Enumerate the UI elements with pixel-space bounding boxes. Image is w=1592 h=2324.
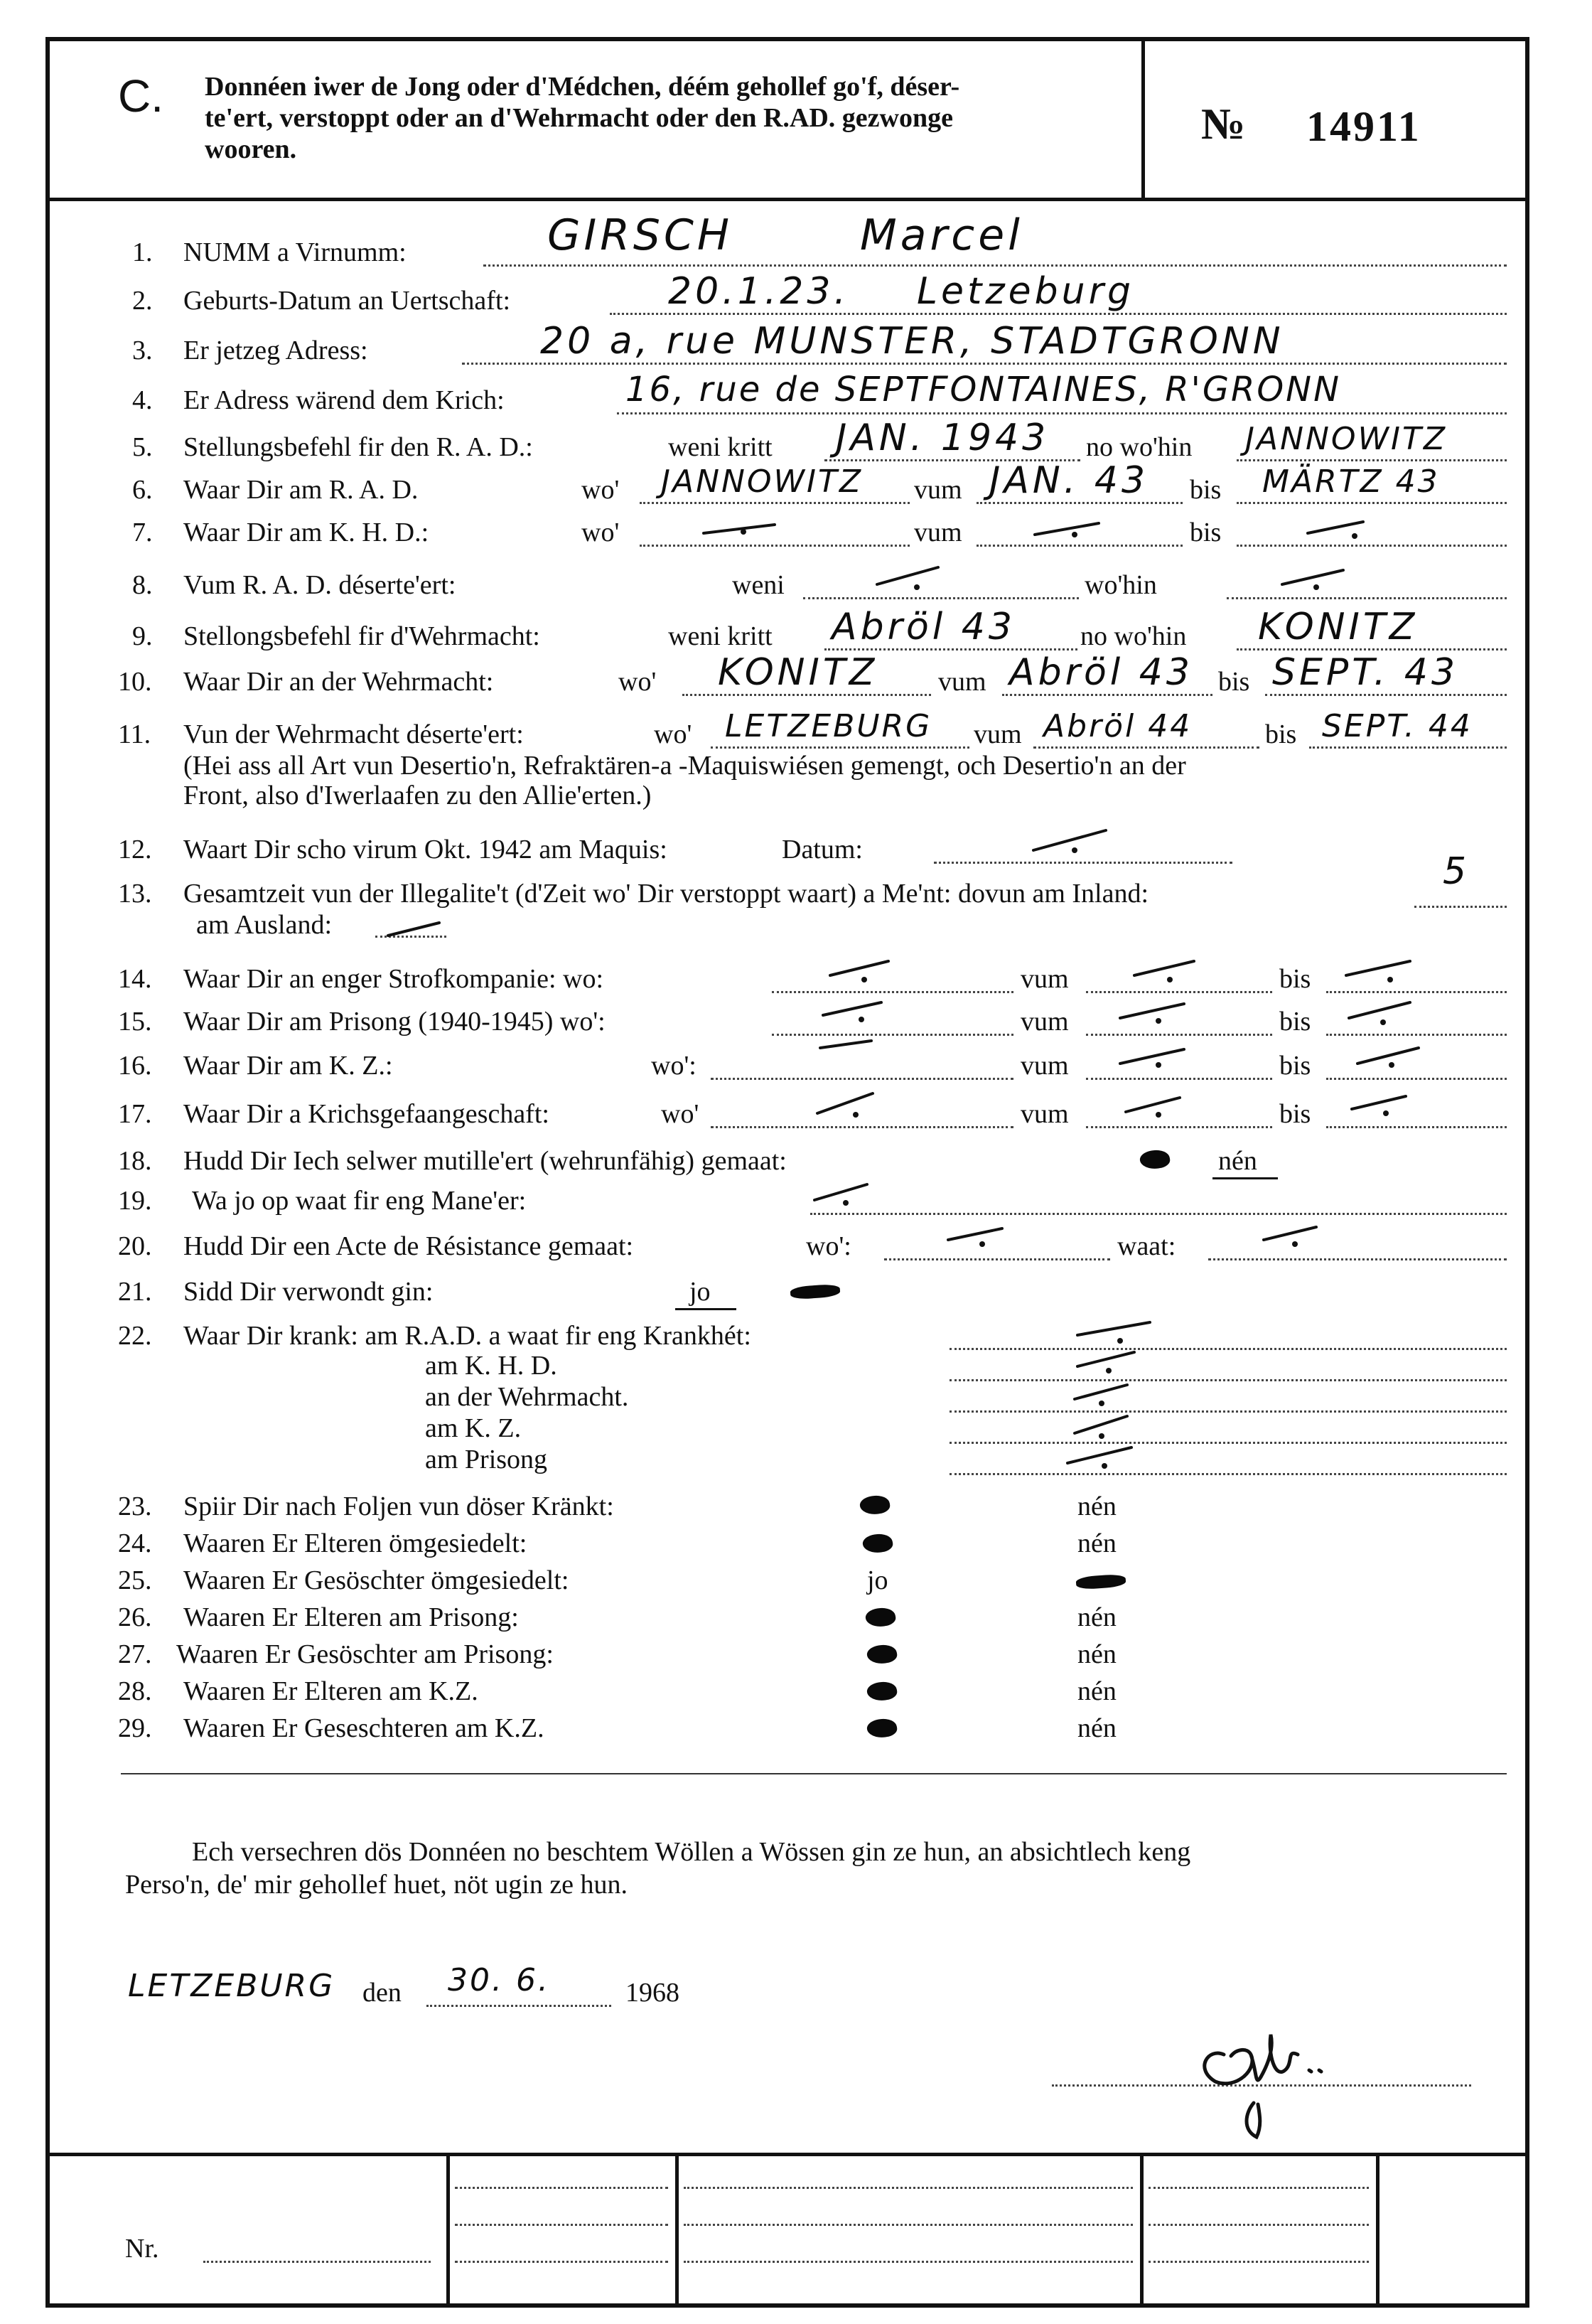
item-label-rad-order: Stellungsbefehl fir den R. A. D.: bbox=[183, 432, 533, 462]
item-label-kz: Waar Dir am K. Z.: bbox=[183, 1051, 393, 1081]
label-wo: wo': bbox=[806, 1231, 851, 1261]
tick-dash bbox=[388, 923, 439, 936]
item-label-wehrmacht-order: Stellongsbefehl fir d'Wehrmacht: bbox=[183, 621, 540, 651]
tick-dash bbox=[877, 567, 938, 584]
label-vum: vum bbox=[974, 719, 1022, 749]
item-label-birth: Geburts-Datum an Uertschaft: bbox=[183, 286, 511, 316]
item-number: 9. bbox=[132, 621, 153, 651]
label-wo: wo' bbox=[581, 475, 620, 505]
sub-kz: am K. Z. bbox=[425, 1413, 522, 1443]
hw-current-address: 20 a, rue MUNSTER, STADTGRONN bbox=[540, 320, 1284, 363]
label-den: den bbox=[362, 1978, 402, 2008]
hw-wehrmacht-order-date: Abröl 43 bbox=[832, 606, 1016, 648]
hw-rad-to: MÄRTZ 43 bbox=[1262, 464, 1440, 500]
item-label-sick: Waar Dir krank: am R.A.D. a waat fir eng Krankhét: bbox=[183, 1321, 751, 1351]
item-number: 1. bbox=[132, 237, 153, 267]
item-label-rad: Waar Dir am R. A. D. bbox=[183, 475, 419, 505]
answer-nen: nén bbox=[1077, 1676, 1117, 1706]
item-note-line-2: Front, also d'Iwerlaafen zu den Allie'erten.) bbox=[183, 781, 652, 810]
item-label-address: Er jetzeg Adress: bbox=[183, 336, 368, 365]
item-number: 22. bbox=[118, 1321, 152, 1351]
tick-dash bbox=[1035, 523, 1099, 535]
hw-desert-place: LETZEBURG bbox=[725, 708, 932, 744]
hw-desert-from: Abröl 44 bbox=[1043, 708, 1193, 744]
declaration-line-1: Ech versechren dös Donnéen no beschtem Wöllen a Wössen gin ze hun, an absichtlech keng bbox=[192, 1837, 1191, 1867]
hw-rad-place: JANNOWITZ bbox=[661, 464, 864, 500]
hw-rad-from: JAN. 43 bbox=[989, 459, 1149, 502]
item-label-krichsgefaangeschaft: Waar Dir a Krichsgefaangeschaft: bbox=[183, 1099, 549, 1129]
item-label-wounded: Sidd Dir verwondt gin: bbox=[183, 1277, 434, 1307]
tick-dash bbox=[1349, 1002, 1410, 1018]
item-number: 20. bbox=[118, 1231, 152, 1261]
label-weni-kritt: weni kritt bbox=[668, 432, 773, 462]
header-line-2: te'ert, verstoppt oder an d'Wehrmacht oder den R.AD. gezwonge bbox=[205, 103, 953, 133]
item-label-parents-resettled: Waaren Er Elteren ömgesiedelt: bbox=[183, 1528, 527, 1558]
tick-dash bbox=[1077, 1352, 1134, 1366]
item-number: 6. bbox=[132, 475, 153, 505]
label-bis: bis bbox=[1279, 1051, 1311, 1081]
item-note-line-1: (Hei ass all Art vun Desertio'n, Refraktären-a -Maquiswiésen gemengt, och Desertio'n an der bbox=[183, 751, 1186, 781]
label-wo: wo': bbox=[651, 1051, 696, 1081]
item-label-khd: Waar Dir am K. H. D.: bbox=[183, 518, 429, 547]
item-number: 24. bbox=[118, 1528, 152, 1558]
item-number: 15. bbox=[118, 1007, 152, 1037]
label-wo: wo' bbox=[654, 719, 692, 749]
label-bis: bis bbox=[1279, 1007, 1311, 1037]
hw-surname: GIRSCH bbox=[547, 210, 733, 260]
item-number: 8. bbox=[132, 570, 153, 600]
item-label-strofkompanie: Waar Dir an enger Strofkompanie: wo: bbox=[183, 964, 604, 994]
label-bis: bis bbox=[1279, 1099, 1311, 1129]
hw-date: 30. 6. bbox=[448, 1962, 550, 1998]
item-number: 13. bbox=[118, 879, 152, 909]
item-number: 5. bbox=[132, 432, 153, 462]
label-bis: bis bbox=[1190, 518, 1222, 547]
label-year: 1968 bbox=[625, 1978, 679, 2008]
item-number: 28. bbox=[118, 1676, 152, 1706]
label-wo: wo' bbox=[661, 1099, 699, 1129]
number-sign: № bbox=[1201, 100, 1246, 149]
item-number: 29. bbox=[118, 1713, 152, 1743]
item-number: 7. bbox=[132, 518, 153, 547]
item-label-rad-desert: Vum R. A. D. déserte'ert: bbox=[183, 570, 456, 600]
tick-dash bbox=[704, 525, 775, 533]
declaration-line-2: Perso'n, de' mir gehollef huet, nöt ugin ze hun. bbox=[125, 1870, 628, 1900]
label-weni-kritt: weni kritt bbox=[668, 621, 773, 651]
item-label-manner: Wa jo op waat fir eng Mane'er: bbox=[192, 1186, 527, 1216]
item-label-illegality: Gesamtzeit vun der Illegalite't (d'Zeit wo' Dir verstoppt waart) a Me'nt: dovun am Inland: bbox=[183, 879, 1149, 909]
item-number: 26. bbox=[118, 1602, 152, 1632]
item-label-mutilation: Hudd Dir Iech selwer mutille'ert (wehrunfähig) gemaat: bbox=[183, 1146, 787, 1176]
label-no-wohin: no wo'hin bbox=[1086, 432, 1193, 462]
tick-dash bbox=[1264, 1227, 1316, 1240]
answer-jo: jo bbox=[689, 1277, 711, 1307]
label-vum: vum bbox=[914, 475, 962, 505]
tick-dash bbox=[1075, 1416, 1127, 1433]
label-no-wohin: no wo'hin bbox=[1080, 621, 1187, 651]
answer-nen: nén bbox=[1077, 1492, 1117, 1521]
item-label-wehrmacht-desert: Vun der Wehrmacht déserte'ert: bbox=[183, 719, 524, 749]
tick-dash bbox=[1357, 1048, 1419, 1064]
label-bis: bis bbox=[1265, 719, 1297, 749]
label-waat: waat: bbox=[1117, 1231, 1176, 1261]
item-label-siblings-resettled: Waaren Er Gesöschter ömgesiedelt: bbox=[183, 1565, 569, 1595]
label-wo: wo' bbox=[581, 518, 620, 547]
footer-nr-label: Nr. bbox=[125, 2234, 159, 2264]
item-number: 18. bbox=[118, 1146, 152, 1176]
item-number: 12. bbox=[118, 835, 152, 864]
answer-nen: nén bbox=[1077, 1639, 1117, 1669]
sub-wehrmacht: an der Wehrmacht. bbox=[425, 1382, 629, 1412]
tick-dash bbox=[1120, 1004, 1184, 1018]
item-label-parents-prisong: Waaren Er Elteren am Prisong: bbox=[183, 1602, 519, 1632]
hw-place: LETZEBURG bbox=[128, 1968, 335, 2004]
item-number: 10. bbox=[118, 667, 152, 697]
item-number: 3. bbox=[132, 336, 153, 365]
hw-birth-place: Letzeburg bbox=[917, 270, 1134, 313]
item-number: 25. bbox=[118, 1565, 152, 1595]
tick-dash bbox=[1120, 1049, 1184, 1064]
label-vum: vum bbox=[1021, 1007, 1069, 1037]
answer-nen: nén bbox=[1218, 1146, 1257, 1176]
tick-dash bbox=[1282, 570, 1343, 584]
label-wo: wo' bbox=[618, 667, 657, 697]
item-number: 16. bbox=[118, 1051, 152, 1081]
label-wohin: wo'hin bbox=[1085, 570, 1157, 600]
item-label-maquis: Waart Dir scho virum Okt. 1942 am Maquis: bbox=[183, 835, 667, 864]
hw-rad-order-place: JANNOWITZ bbox=[1245, 421, 1448, 457]
tick-dash bbox=[1033, 830, 1106, 850]
hw-inland-months: 5 bbox=[1443, 850, 1470, 893]
item-number: 27. bbox=[118, 1639, 152, 1669]
item-label-ausland: am Ausland: bbox=[196, 910, 333, 940]
item-label-name: NUMM a Virnumm: bbox=[183, 237, 407, 267]
tick-dash bbox=[1075, 1385, 1127, 1399]
answer-nen: nén bbox=[1077, 1602, 1117, 1632]
hw-wehrmacht-order-place: KONITZ bbox=[1258, 606, 1419, 648]
tick-dash bbox=[1067, 1447, 1131, 1463]
answer-nen: nén bbox=[1077, 1528, 1117, 1558]
tick-dash bbox=[814, 1184, 867, 1200]
item-number: 11. bbox=[118, 719, 151, 749]
item-number: 19. bbox=[118, 1186, 152, 1216]
label-datum: Datum: bbox=[782, 835, 863, 864]
tick-dash bbox=[823, 1002, 881, 1015]
sub-khd: am K. H. D. bbox=[425, 1351, 557, 1381]
label-bis: bis bbox=[1279, 964, 1311, 994]
label-vum: vum bbox=[938, 667, 986, 697]
label-weni: weni bbox=[732, 570, 785, 600]
item-number: 17. bbox=[118, 1099, 152, 1129]
item-number: 23. bbox=[118, 1492, 152, 1521]
tick-dash bbox=[817, 1093, 873, 1113]
label-vum: vum bbox=[1021, 1051, 1069, 1081]
hw-wehrmacht-place: KONITZ bbox=[718, 651, 878, 694]
label-vum: vum bbox=[1021, 964, 1069, 994]
label-vum: vum bbox=[1021, 1099, 1069, 1129]
item-number: 21. bbox=[118, 1277, 152, 1307]
answer-jo: jo bbox=[867, 1565, 888, 1595]
item-label-resistance: Hudd Dir een Acte de Résistance gemaat: bbox=[183, 1231, 634, 1261]
hw-birth-date: 20.1.23. bbox=[668, 270, 850, 313]
answer-nen: nén bbox=[1077, 1713, 1117, 1743]
item-number: 14. bbox=[118, 964, 152, 994]
item-label-wehrmacht: Waar Dir an der Wehrmacht: bbox=[183, 667, 494, 697]
hw-desert-to: SEPT. 44 bbox=[1322, 708, 1473, 744]
tick-dash bbox=[820, 1041, 871, 1048]
header-line-1: Donnéen iwer de Jong oder d'Médchen, déém gehollef go'f, déser- bbox=[205, 72, 960, 102]
item-label-prisong: Waar Dir am Prisong (1940-1945) wo': bbox=[183, 1007, 606, 1037]
label-vum: vum bbox=[914, 518, 962, 547]
hw-firstname: Marcel bbox=[860, 210, 1023, 260]
item-label-siblings-kz: Waaren Er Geseschteren am K.Z. bbox=[183, 1713, 544, 1743]
tick-dash bbox=[1126, 1098, 1180, 1112]
form-number: 14911 bbox=[1306, 103, 1421, 150]
tick-dash bbox=[1308, 522, 1363, 533]
item-number: 4. bbox=[132, 385, 153, 415]
header-line-3: wooren. bbox=[205, 134, 297, 164]
item-label-consequences: Spiir Dir nach Foljen vun döser Kränkt: bbox=[183, 1492, 614, 1521]
hw-rad-order-date: JAN. 1943 bbox=[836, 417, 1050, 459]
item-label-war-address: Er Adress wärend dem Krich: bbox=[183, 385, 505, 415]
tick-dash bbox=[1134, 961, 1194, 975]
section-letter: C. bbox=[118, 70, 163, 122]
item-label-parents-kz: Waaren Er Elteren am K.Z. bbox=[183, 1676, 478, 1706]
tick-dash bbox=[830, 961, 888, 975]
tick-dash bbox=[1077, 1322, 1150, 1335]
hw-war-address: 16, rue de SEPTFONTAINES, R'GRONN bbox=[625, 370, 1341, 409]
tick-dash bbox=[1346, 961, 1410, 975]
item-number: 2. bbox=[132, 286, 153, 316]
tick-dash bbox=[948, 1228, 1002, 1240]
label-bis: bis bbox=[1190, 475, 1222, 505]
hw-wehrmacht-from: Abröl 43 bbox=[1009, 651, 1193, 694]
label-bis: bis bbox=[1218, 667, 1250, 697]
sub-prisong: am Prisong bbox=[425, 1445, 548, 1474]
item-label-siblings-prisong: Waaren Er Gesöschter am Prisong: bbox=[176, 1639, 554, 1669]
hw-wehrmacht-to: SEPT. 43 bbox=[1272, 651, 1459, 694]
tick-dash bbox=[1352, 1096, 1406, 1109]
